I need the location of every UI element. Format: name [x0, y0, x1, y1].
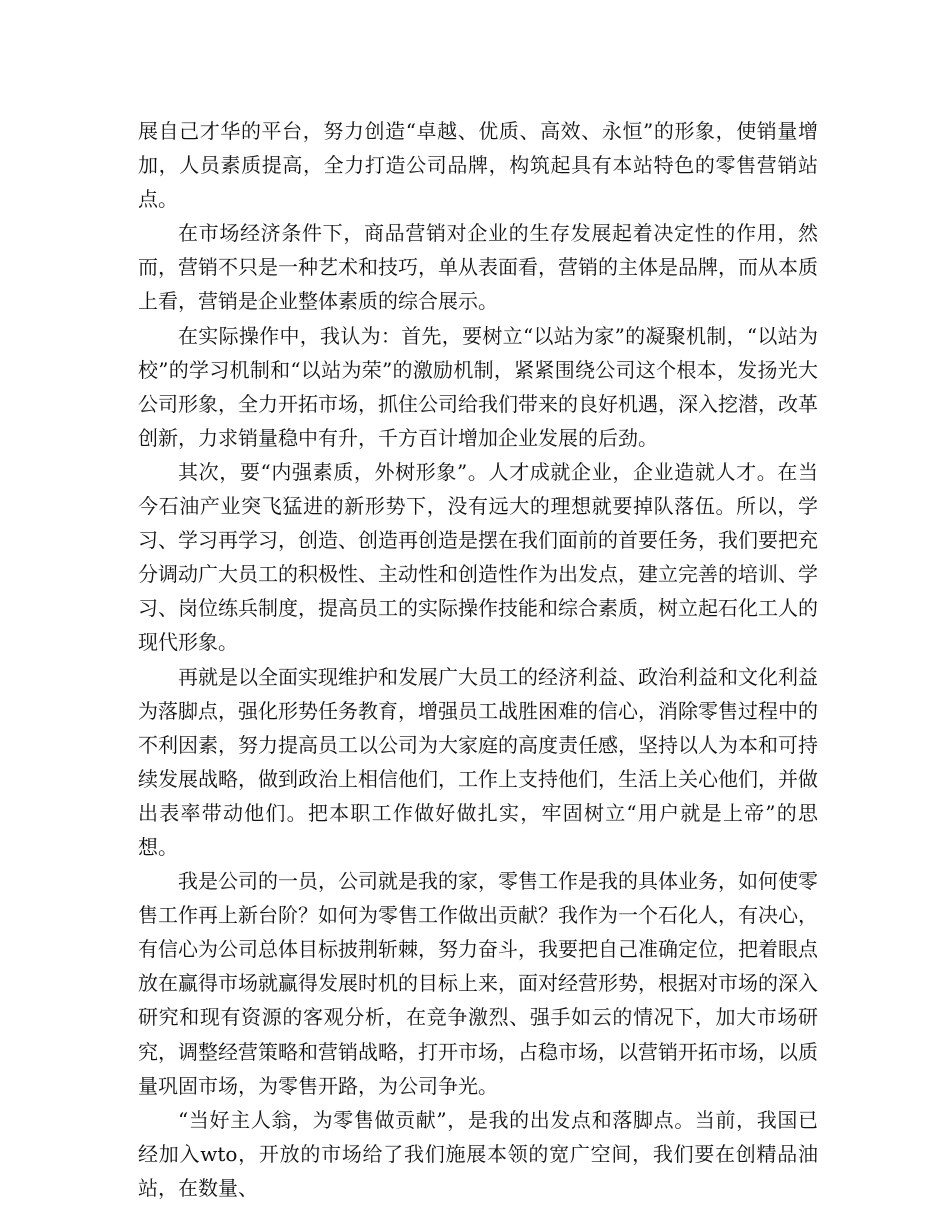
paragraph-6: 我是公司的一员，公司就是我的家，零售工作是我的具体业务，如何使零售工作再上新台阶？如何为零售工作做出贡献？我作为一个石化人，有决心，有信心为公司总体目标披荆斩棘，努力奋斗，我要把自己准确定位，把着眼点放在赢得市场就赢得发展时机的目标上来，面对经营形势，根据对市场的深入研究和现有资源的客观分析，在竞争激烈、强手如云的情况下，加大市场研究，调整经营策略和营销战略，打开市场，占稳市场，以营销开拓市场，以质量巩固市场，为零售开路，为公司争光。	[138, 869, 818, 1098]
paragraph-7: “当好主人翁，为零售做贡献”，是我的出发点和落脚点。当前，我国已经加入wto，开放的市场给了我们施展本领的宽广空间，我们要在创精品油站，在数量、	[138, 1107, 818, 1200]
paragraph-2: 在市场经济条件下，商品营销对企业的生存发展起着决定性的作用，然而，营销不只是一种艺术和技巧，单从表面看，营销的主体是品牌，而从本质上看，营销是企业整体素质的综合展示。	[138, 221, 818, 314]
document-page	[138, 114, 818, 1205]
paragraph-5: 再就是以全面实现维护和发展广大员工的经济利益、政治利益和文化利益为落脚点，强化形势任务教育，增强员工战胜困难的信心，消除零售过程中的不利因素，努力提高员工以公司为大家庭的高度责任感，坚持以人为本和可持续发展战略，做到政治上相信他们，工作上支持他们，生活上关心他们，并做出表率带动他们。把本职工作做好做扎实，牢固树立“用户就是上帝”的思想。	[138, 664, 818, 859]
paragraph-1: 展自己才华的平台，努力创造“卓越、优质、高效、永恒”的形象，使销量增加，人员素质提高，全力打造公司品牌，构筑起具有本站特色的零售营销站点。	[138, 119, 818, 212]
paragraph-3: 在实际操作中，我认为：首先，要树立“以站为家”的凝聚机制，“以站为校”的学习机制和“以站为荣”的激励机制，紧紧围绕公司这个根本，发扬光大公司形象，全力开拓市场，抓住公司给我们带来的良好机遇，深入挖潜，改革创新，力求销量稳中有升，千方百计增加企业发展的后劲。	[138, 323, 818, 450]
paragraph-4: 其次，要“内强素质，外树形象”。人才成就企业，企业造就人才。在当今石油产业突飞猛进的新形势下，没有远大的理想就要掉队落伍。所以，学习、学习再学习，创造、创造再创造是摆在我们面前的首要任务，我们要把充分调动广大员工的积极性、主动性和创造性作为出发点，建立完善的培训、学习、岗位练兵制度，提高员工的实际操作技能和综合素质，树立起石化工人的现代形象。	[138, 459, 818, 655]
